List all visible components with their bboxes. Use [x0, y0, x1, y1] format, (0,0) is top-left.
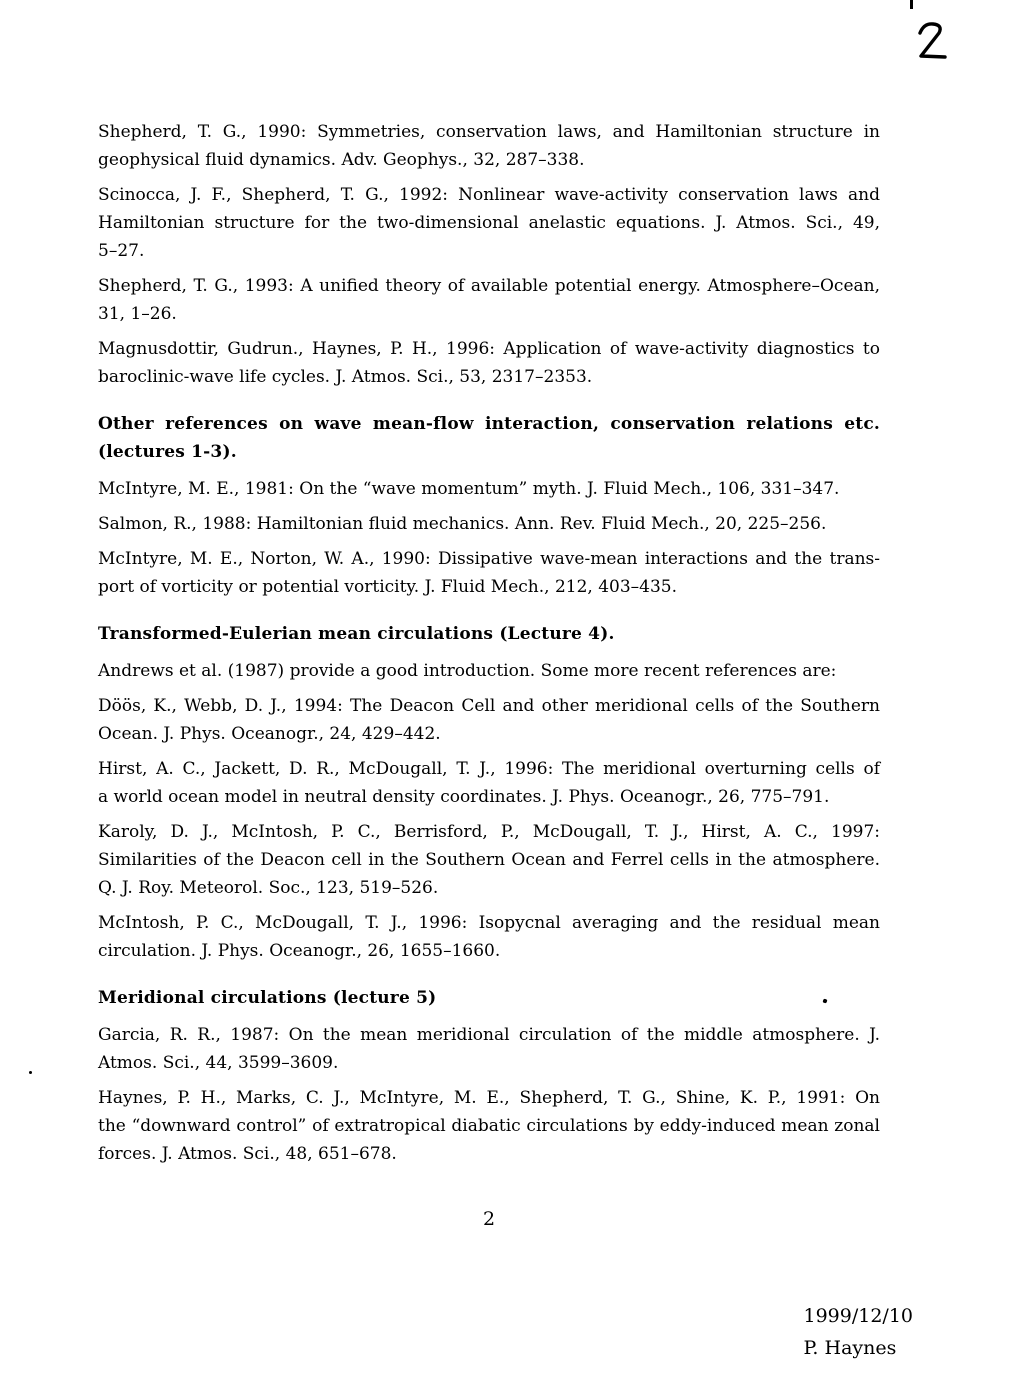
reference-paragraph — [98, 818, 880, 902]
references-list — [98, 118, 880, 1175]
text-line: port of vorticity or potential vorticity. J. Fluid Mech., 212, 403–435. — [98, 577, 677, 597]
reference-paragraph — [98, 755, 880, 811]
page-number: 2 — [482, 1208, 496, 1230]
text-line: Scinocca, J. F., Shepherd, T. G., 1992: Nonlinear wave-activity conservation laws and — [98, 185, 880, 205]
text-line: Hamiltonian structure for the two-dimensional anelastic equations. J. Atmos. Sci., 49, — [98, 213, 880, 233]
text-line: baroclinic-wave life cycles. J. Atmos. Sci., 53, 2317–2353. — [98, 367, 593, 387]
section-heading — [98, 620, 880, 648]
text-line: circulation. J. Phys. Oceanogr., 26, 1655–1660. — [98, 941, 501, 961]
reference-paragraph — [98, 272, 880, 328]
text-line: Other references on wave mean-flow interaction, conservation relations etc. — [98, 414, 880, 434]
reference-paragraph — [98, 1084, 880, 1168]
text-line: forces. J. Atmos. Sci., 48, 651–678. — [98, 1144, 397, 1164]
reference-paragraph — [98, 335, 880, 391]
text-line: McIntyre, M. E., 1981: On the “wave momentum” myth. J. Fluid Mech., 106, 331–347. — [98, 479, 840, 499]
text-line: 31, 1–26. — [98, 304, 177, 324]
text-line: Salmon, R., 1988: Hamiltonian fluid mechanics. Ann. Rev. Fluid Mech., 20, 225–256. — [98, 514, 827, 534]
text-line: Shepherd, T. G., 1990: Symmetries, conservation laws, and Hamiltonian structure in — [98, 122, 880, 142]
text-line: McIntyre, M. E., Norton, W. A., 1990: Dissipative wave-mean interactions and the trans- — [98, 549, 880, 569]
text-line: Hirst, A. C., Jackett, D. R., McDougall, T. J., 1996: The meridional overturning cells of — [98, 759, 880, 779]
section-heading — [98, 410, 880, 466]
text-line: McIntosh, P. C., McDougall, T. J., 1996: Isopycnal averaging and the residual mean — [98, 913, 880, 933]
text-line: Similarities of the Deacon cell in the Southern Ocean and Ferrel cells in the atmosphere. — [98, 850, 880, 870]
text-line: Magnusdottir, Gudrun., Haynes, P. H., 1996: Application of wave-activity diagnostics to — [98, 339, 880, 359]
text-line: 5–27. — [98, 241, 145, 261]
text-line: Haynes, P. H., Marks, C. J., McIntyre, M. E., Shepherd, T. G., Shine, K. P., 1991: On — [98, 1088, 880, 1108]
footer-author: P. Haynes — [803, 1337, 897, 1359]
scan-artifact-dot — [29, 1071, 32, 1074]
text-line: Ocean. J. Phys. Oceanogr., 24, 429–442. — [98, 724, 441, 744]
text-line: geophysical fluid dynamics. Adv. Geophys., 32, 287–338. — [98, 150, 585, 170]
text-line: Garcia, R. R., 1987: On the mean meridional circulation of the middle atmosphere. J. — [98, 1025, 880, 1045]
text-line: a world ocean model in neutral density coordinates. J. Phys. Oceanogr., 26, 775–791. — [98, 787, 830, 807]
text-line: Karoly, D. J., McIntosh, P. C., Berrisford, P., McDougall, T. J., Hirst, A. C., 1997: — [98, 822, 880, 842]
reference-paragraph — [98, 1021, 880, 1077]
reference-paragraph — [98, 510, 880, 538]
reference-paragraph — [98, 181, 880, 265]
text-line: Atmos. Sci., 44, 3599–3609. — [98, 1053, 339, 1073]
text-line: the “downward control” of extratropical diabatic circulations by eddy-induced mean zonal — [98, 1116, 880, 1136]
text-line: Shepherd, T. G., 1993: A unified theory of available potential energy. Atmosphere–Ocean, — [98, 276, 880, 296]
handwritten-page-number — [916, 20, 950, 68]
footer — [803, 1300, 913, 1364]
reference-paragraph — [98, 657, 880, 685]
reference-paragraph — [98, 909, 880, 965]
text-line: Meridional circulations (lecture 5) — [98, 988, 437, 1008]
reference-paragraph — [98, 692, 880, 748]
footer-date: 1999/12/10 — [803, 1305, 913, 1327]
reference-paragraph — [98, 475, 880, 503]
text-line: (lectures 1-3). — [98, 442, 237, 462]
text-line: Transformed-Eulerian mean circulations (Lecture 4). — [98, 624, 615, 644]
section-heading — [98, 984, 880, 1012]
reference-paragraph — [98, 118, 880, 174]
text-line: Q. J. Roy. Meteorol. Soc., 123, 519–526. — [98, 878, 439, 898]
scan-artifact-tick — [910, 0, 913, 9]
text-line: Andrews et al. (1987) provide a good introduction. Some more recent references are: — [98, 661, 837, 681]
handwritten-2-icon — [916, 20, 950, 64]
text-line: Döös, K., Webb, D. J., 1994: The Deacon Cell and other meridional cells of the Southern — [98, 696, 880, 716]
reference-paragraph — [98, 545, 880, 601]
